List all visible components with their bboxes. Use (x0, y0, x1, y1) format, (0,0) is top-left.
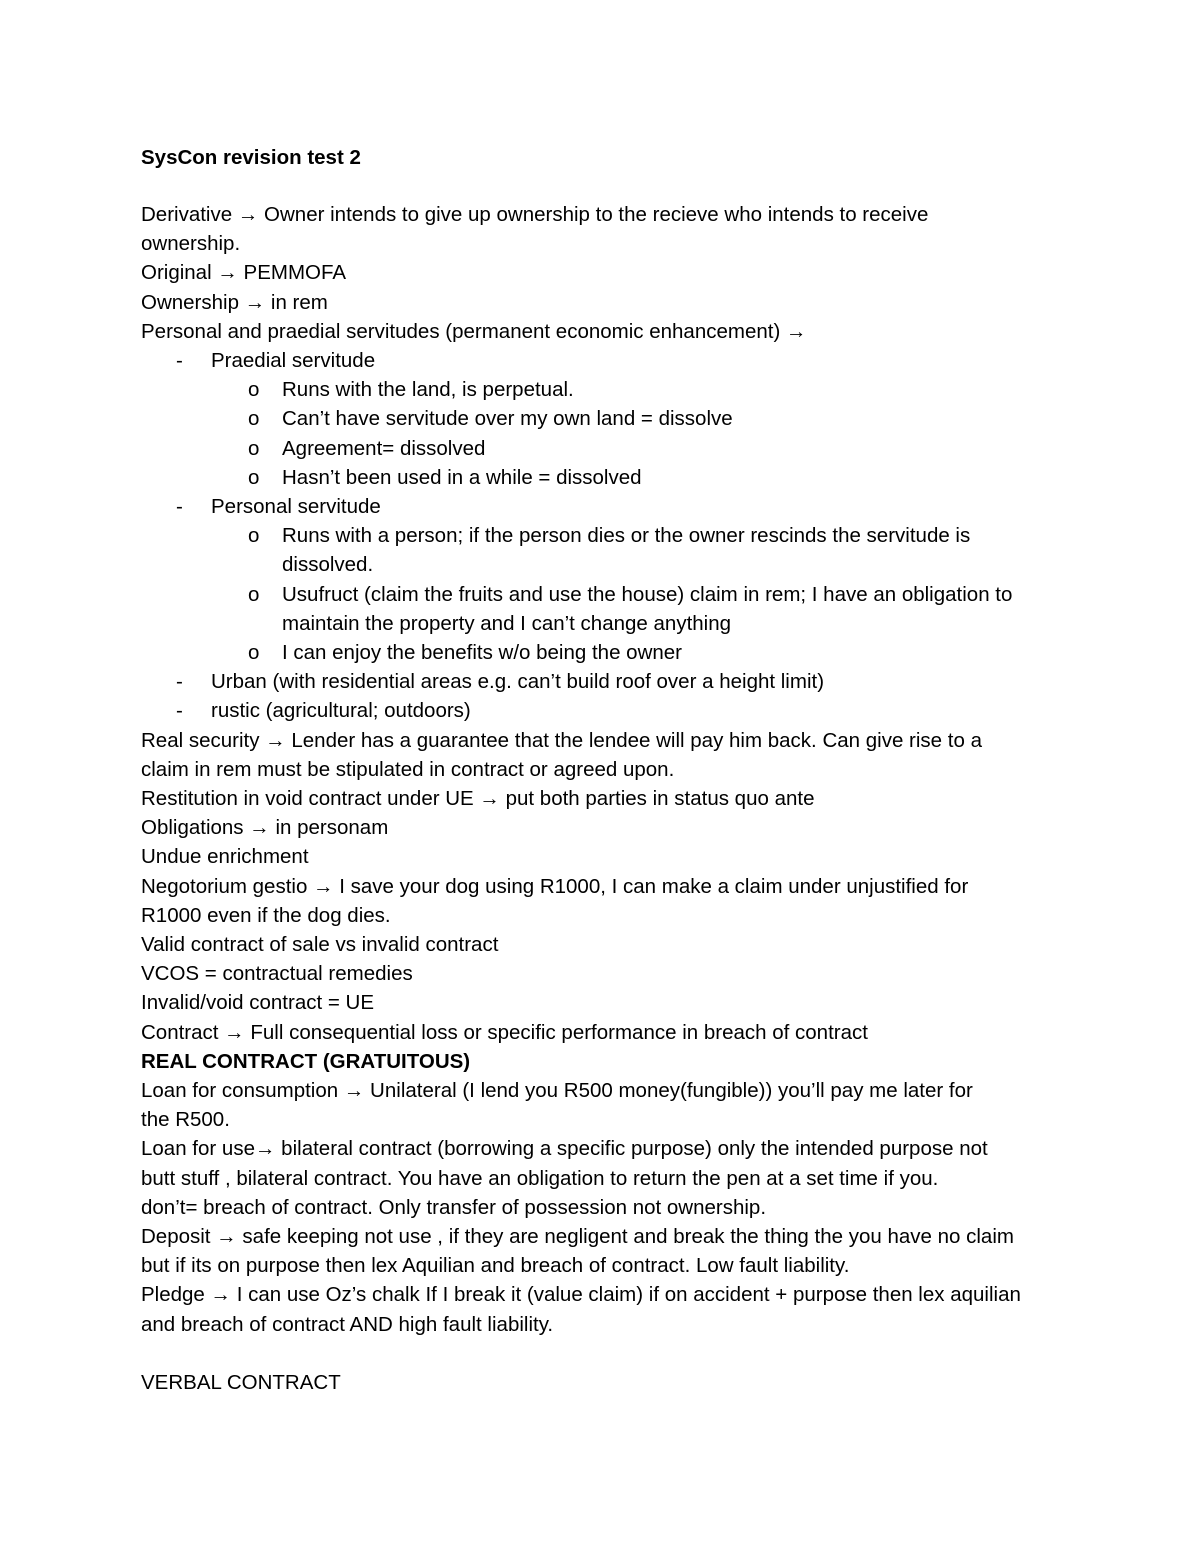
circle-bullet: o (248, 582, 260, 606)
circle-bullet: o (248, 378, 260, 402)
section-heading: VERBAL CONTRACT (141, 1371, 341, 1394)
document-line: Usufruct (claim the fruits and use the house) claim in rem; I have an obligation to (282, 582, 1013, 606)
circle-bullet: o (248, 465, 260, 489)
arrow-right-icon: → (216, 1225, 237, 1248)
dash-bullet: - (176, 670, 183, 694)
document-line: and breach of contract AND high fault liability. (141, 1312, 554, 1336)
document-line: rustic (agricultural; outdoors) (211, 699, 471, 723)
document-line: Undue enrichment (141, 845, 309, 869)
arrow-right-icon: → (244, 290, 266, 314)
circle-bullet: o (248, 436, 260, 460)
arrow-right-icon: → (785, 319, 807, 343)
document-line: don’t= breach of contract. Only transfer of possession not ownership. (141, 1195, 767, 1219)
arrow-right-icon: → (210, 1283, 232, 1307)
document-line: Pledge → I can use Oz’s chalk If I break it (value claim) if on accident + purpose then lex aquilian (141, 1280, 1021, 1309)
document-line: Loan for use→ bilateral contract (borrowing a specific purpose) only the intended purpose not (141, 1134, 988, 1163)
arrow-right-icon: → (249, 816, 270, 840)
dash-bullet: - (176, 349, 183, 372)
document-line: Obligations → in personam (141, 813, 388, 842)
dash-bullet: - (176, 495, 183, 518)
document-line: claim in rem must be stipulated in contract or agreed upon. (141, 757, 675, 781)
document-line: I can enjoy the benefits w/o being the owner (282, 641, 683, 664)
document-line: Valid contract of sale vs invalid contract (141, 933, 499, 956)
arrow-right-icon: → (217, 261, 238, 285)
document-line: VCOS = contractual remedies (141, 962, 413, 986)
document-line: Derivative → Owner intends to give up ownership to the recieve who intends to receive (141, 200, 928, 229)
arrow-right-icon: → (224, 1020, 245, 1044)
arrow-right-icon: → (343, 1079, 365, 1102)
document-line: Runs with the land, is perpetual. (282, 378, 574, 402)
circle-bullet: o (248, 524, 260, 548)
document-line: R1000 even if the dog dies. (141, 903, 391, 927)
document-line: Urban (with residential areas e.g. can’t build roof over a height limit) (211, 670, 825, 694)
document-line: Contract → Full consequential loss or specific performance in breach of contract (141, 1018, 868, 1047)
section-heading: REAL CONTRACT (GRATUITOUS) (141, 1049, 471, 1073)
document-line: Personal and praedial servitudes (permanent economic enhancement) → (141, 317, 806, 346)
document-line: maintain the property and I can’t change anything (282, 611, 732, 635)
document-title: SysCon revision test 2 (141, 146, 361, 169)
document-line: Deposit → safe keeping not use , if they are negligent and break the thing the you have no claim (141, 1222, 1014, 1251)
document-line: Ownership → in rem (141, 288, 328, 317)
document-line: Personal servitude (211, 495, 381, 518)
dash-bullet: - (176, 699, 183, 723)
arrow-right-icon: → (313, 874, 334, 898)
document-line: Runs with a person; if the person dies or the owner rescinds the servitude is (282, 524, 971, 548)
document-line: butt stuff , bilateral contract. You have an obligation to return the pen at a set time if you. (141, 1166, 939, 1190)
document-line: ownership. (141, 232, 241, 256)
arrow-right-icon: → (254, 1137, 276, 1161)
document-line: Loan for consumption → Unilateral (I lend you R500 money(fungible)) you’ll pay me later for (141, 1076, 973, 1105)
document-line: but if its on purpose then lex Aquilian and breach of contract. Low fault liability. (141, 1254, 850, 1278)
document-line: Original → PEMMOFA (141, 258, 346, 287)
circle-bullet: o (248, 407, 260, 431)
document-line: dissolved. (282, 553, 374, 577)
document-line: the R500. (141, 1108, 230, 1132)
document-line: Negotorium gestio → I save your dog using R1000, I can make a claim under unjustified for (141, 872, 968, 901)
arrow-right-icon: → (265, 728, 286, 752)
document-line: Restitution in void contract under UE → put both parties in status quo ante (141, 784, 814, 813)
arrow-right-icon: → (479, 787, 500, 810)
document-line: Can’t have servitude over my own land = dissolve (282, 407, 733, 431)
document-line: Real security → Lender has a guarantee that the lendee will pay him back. Can give rise to a (141, 726, 982, 755)
arrow-right-icon: → (237, 203, 259, 226)
circle-bullet: o (248, 641, 260, 664)
document-line: Hasn’t been used in a while = dissolved (282, 465, 642, 489)
document-line: Agreement= dissolved (282, 436, 486, 460)
document-line: Invalid/void contract = UE (141, 991, 375, 1015)
document-line: Praedial servitude (211, 349, 376, 372)
